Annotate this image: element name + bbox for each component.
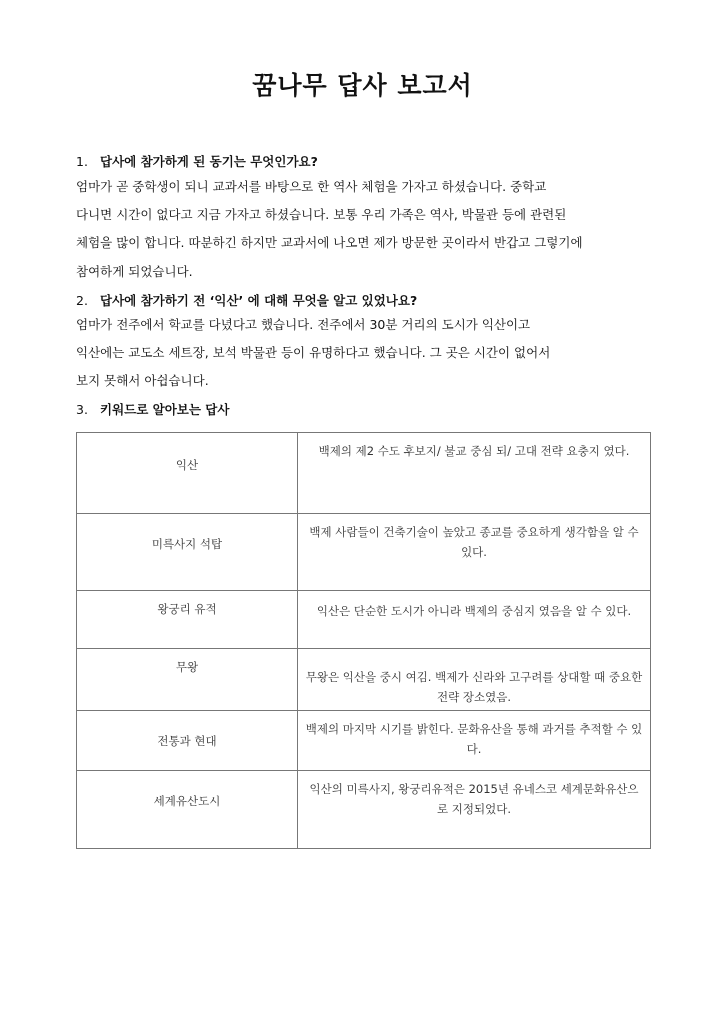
table-row: [77, 771, 651, 849]
description-cell: 무왕은 익산을 중시 여김. 백제가 신라와 고구려를 상대할 때 중요한 전략 장소였음.: [298, 649, 651, 711]
description-cell: 익산의 미륵사지, 왕궁리유적은 2015년 유네스코 세계문화유산으로 지정되었다.: [298, 771, 651, 849]
section-1-heading: [76, 152, 318, 170]
section-number: 1.: [76, 154, 88, 169]
heading-text: 답사에 참가하기 전 ‘익산’ 에 대해 무엇을 알고 있었나요?: [100, 293, 418, 308]
heading-text: 답사에 참가하게 된 동기는 무엇인가요?: [100, 154, 318, 169]
description-cell: 백제의 제2 수도 후보지/ 불교 중심 되/ 고대 전략 요충지 였다.: [298, 433, 651, 514]
paragraph-line: 익산에는 교도소 세트장, 보석 박물관 등이 유명하다고 했습니다. 그 곳은 시간이 없어서: [76, 345, 551, 360]
paragraph-line: 다니면 시간이 없다고 지금 가자고 하셨습니다. 보통 우리 가족은 역사, 박물관 등에 관련된: [76, 207, 567, 222]
paragraph-line: 엄마가 곧 중학생이 되니 교과서를 바탕으로 한 역사 체험을 가자고 하셨습니다. 중학교: [76, 179, 547, 194]
keyword-cell: 익산: [77, 433, 298, 514]
keyword-cell: 전통과 현대: [77, 711, 298, 771]
paragraph-line: 참여하게 되었습니다.: [76, 264, 193, 279]
description-cell: 백제의 마지막 시기를 밝힌다. 문화유산을 통해 과거를 추적할 수 있다.: [298, 711, 651, 771]
paragraph-line: 체험을 많이 합니다. 따분하긴 하지만 교과서에 나오면 제가 방문한 곳이라서 반갑고 그렇기에: [76, 235, 583, 250]
table-row: [77, 649, 651, 711]
keyword-cell: 미륵사지 석탑: [77, 514, 298, 591]
paragraph-line: 보지 못해서 아쉽습니다.: [76, 373, 209, 388]
table-row: [77, 433, 651, 514]
table-row: [77, 514, 651, 591]
table-row: [77, 591, 651, 649]
section-2-heading: [76, 291, 417, 309]
keyword-table: [76, 432, 651, 849]
table-row: [77, 711, 651, 771]
keyword-cell: 무왕: [77, 649, 298, 711]
document-title: 꿈나무 답사 보고서: [252, 71, 473, 100]
section-number: 2.: [76, 293, 88, 308]
description-cell: 백제 사람들이 건축기술이 높았고 종교를 중요하게 생각함을 알 수 있다.: [298, 514, 651, 591]
keyword-cell: 왕궁리 유적: [77, 591, 298, 649]
keyword-cell: 세계유산도시: [77, 771, 298, 849]
description-cell: 익산은 단순한 도시가 아니라 백제의 중심지 였음을 알 수 있다.: [298, 591, 651, 649]
heading-text: 키워드로 알아보는 답사: [100, 402, 230, 417]
paragraph-line: 엄마가 전주에서 학교를 다녔다고 했습니다. 전주에서 30분 거리의 도시가 익산이고: [76, 317, 531, 332]
section-number: 3.: [76, 402, 88, 417]
section-3-heading: [76, 400, 229, 418]
